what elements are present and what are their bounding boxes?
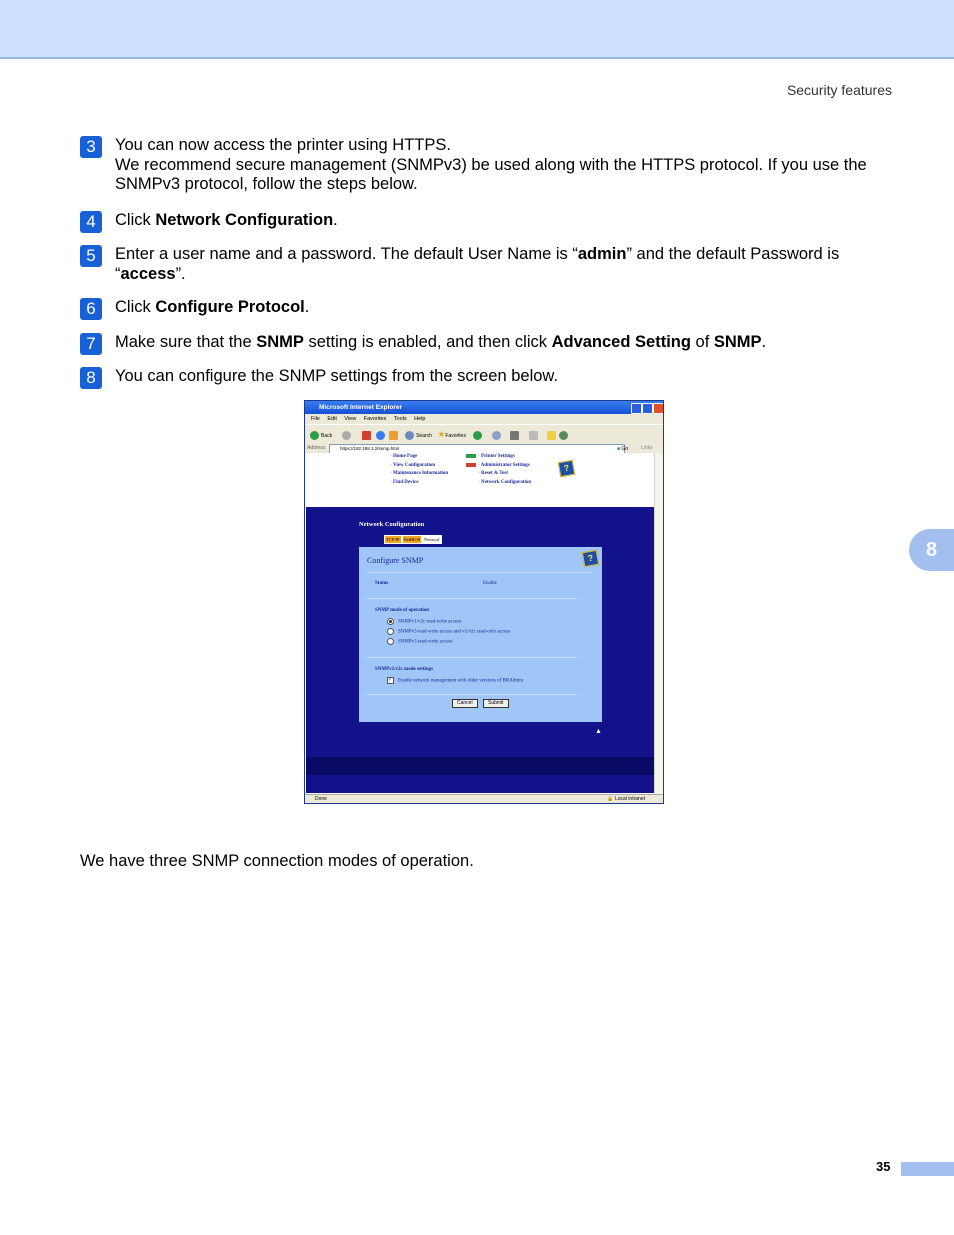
step-text-part: You can now access the printer using HTTPS.	[115, 136, 451, 154]
printer-nav	[306, 453, 654, 507]
go-label: Go	[621, 446, 629, 452]
step-text	[115, 298, 900, 318]
mode-label: SNMPv1/v2c read-write access	[398, 619, 462, 625]
step-4	[80, 211, 900, 231]
nav-link[interactable]: ▫ Network Configuration	[478, 479, 531, 488]
nav-link[interactable]: ▫ View Configuration	[390, 462, 448, 471]
mode-option-3[interactable]	[387, 638, 452, 645]
radio[interactable]	[387, 638, 394, 645]
tab-netbios[interactable]: NetBIOS	[403, 537, 421, 542]
ie-status-bar	[305, 794, 664, 804]
zone-text: Local intranet	[614, 796, 645, 802]
stop-icon	[362, 431, 371, 440]
zone-label	[607, 795, 645, 804]
help-icon[interactable]: ?	[582, 550, 599, 567]
links-label: Links	[641, 445, 653, 451]
legacy-option[interactable]	[387, 677, 523, 684]
scroll-top-icon[interactable]: ▲	[595, 727, 602, 735]
mode-label: SNMPv3 read-write access	[398, 639, 453, 645]
cancel-button[interactable]: Cancel	[452, 699, 478, 708]
step-text-part: Click	[115, 298, 156, 316]
mode-label: SNMPv3 read-write access and v1/v2c read-only access	[398, 629, 511, 635]
panel-title: Configure SNMP	[367, 556, 424, 565]
step-7	[80, 333, 900, 353]
minimize-icon	[631, 403, 642, 414]
step-number-badge: 4	[80, 211, 102, 233]
nav-link[interactable]: ▫ Find Device	[390, 479, 448, 488]
checkbox-checked[interactable]: ✓	[388, 678, 393, 683]
status-label: Status	[375, 581, 389, 586]
legacy-label: Enable network management with older versions of BRAdmin	[398, 678, 524, 684]
address-bar	[305, 443, 663, 453]
go-icon: ■	[617, 446, 621, 452]
close-icon	[653, 403, 664, 414]
step-5	[80, 245, 900, 284]
submit-button[interactable]: Submit	[483, 699, 509, 708]
config-tabs	[384, 535, 442, 544]
step-text	[115, 333, 900, 353]
step-number-badge: 3	[80, 136, 102, 158]
mode-option-1[interactable]	[387, 618, 461, 625]
maximize-icon	[642, 403, 653, 414]
body-paragraph: We have three SNMP connection modes of operation.	[80, 852, 474, 870]
ui-term: access	[120, 264, 176, 283]
footer-band	[306, 757, 654, 775]
back-icon	[310, 431, 319, 440]
nav-left-links	[390, 453, 448, 487]
nav-link[interactable]: ▫ Home Page	[390, 453, 448, 462]
window-title: Microsoft Internet Explorer	[319, 404, 403, 411]
step-text	[115, 367, 900, 387]
radio[interactable]	[387, 628, 394, 635]
ui-term: Network Configuration	[155, 211, 334, 229]
step-text-part: setting is enabled, and then click	[303, 333, 552, 351]
radio-selected[interactable]	[387, 618, 394, 625]
nav-right-links	[478, 453, 531, 487]
step-text-part: We recommend secure management (SNMPv3) be used along with the HTTPS protocol. If you use the SNMPv3 protocol, follow the steps below.	[115, 155, 867, 193]
search-icon	[405, 431, 414, 440]
nav-link[interactable]: ▫ Maintenance Information	[390, 470, 448, 479]
mode-heading: SNMP mode of operation	[375, 608, 430, 613]
favorites-icon: ★	[437, 429, 446, 439]
history-icon	[473, 431, 482, 440]
config-page	[306, 507, 654, 793]
step-6	[80, 298, 900, 318]
search-label: Search	[416, 433, 432, 439]
refresh-icon	[376, 431, 385, 440]
nav-arrow-icon	[466, 463, 476, 467]
forward-icon	[342, 431, 351, 440]
step-text-part: ”.	[175, 264, 186, 283]
ui-term: admin	[577, 245, 627, 263]
print-icon	[510, 431, 519, 440]
header-band	[0, 0, 954, 59]
ie-menu-bar: File Edit View Favorites Tools Help	[305, 414, 663, 424]
address-label: Address	[307, 445, 326, 451]
step-text	[115, 245, 900, 284]
step-text-part: ” and the default Password is “	[115, 245, 840, 283]
divider	[367, 572, 592, 573]
nav-arrow-icon	[466, 454, 476, 458]
status-left: Done	[315, 796, 327, 802]
divider	[367, 694, 577, 695]
lock-icon: 🔒	[607, 796, 614, 802]
step-text	[115, 211, 900, 231]
step-text-part: Enter a user name and a password. The default User Name is “	[115, 245, 578, 263]
step-number-badge: 5	[80, 245, 102, 267]
step-number-badge: 6	[80, 298, 102, 320]
nav-link[interactable]: ▫ Printer Settings	[478, 453, 531, 462]
help-book-icon[interactable]: ?	[558, 460, 575, 477]
nav-link[interactable]: ▫ Administrator Settings	[478, 462, 531, 471]
step-text	[115, 136, 900, 195]
step-text-part: of	[690, 333, 714, 351]
divider	[367, 598, 577, 599]
network-config-title: Network Configuration	[359, 521, 425, 528]
footer-tab	[901, 1162, 954, 1176]
step-text-part: .	[761, 333, 767, 351]
ui-term: SNMP	[713, 333, 762, 351]
folder-icon	[547, 431, 556, 440]
status-value: Enable	[483, 581, 497, 586]
chapter-tab: 8	[909, 529, 954, 571]
step-number-badge: 8	[80, 367, 102, 389]
v1v2c-heading: SNMPv1/v2c mode settings	[375, 667, 434, 672]
step-number-badge: 7	[80, 333, 102, 355]
step-text-part: You can configure the SNMP settings from the screen below.	[115, 367, 559, 385]
page-number: 35	[876, 1159, 891, 1174]
address-input[interactable]: https://192.168.1.2/snmp.html	[329, 444, 625, 454]
tab-protocol[interactable]: Protocol	[424, 537, 440, 542]
step-8	[80, 367, 900, 387]
ui-term: Advanced Setting	[551, 333, 691, 351]
step-text-part: .	[304, 298, 310, 316]
step-text-part: Make sure that the	[115, 333, 257, 351]
scrollbar[interactable]	[654, 453, 663, 795]
nav-link[interactable]: ▫ Reset & Test	[478, 470, 531, 479]
ui-term: SNMP	[256, 333, 304, 351]
edit-icon	[529, 431, 538, 440]
mail-icon	[492, 431, 501, 440]
ie-toolbar	[305, 424, 663, 443]
step-text-part: .	[333, 211, 338, 229]
ui-term: Configure Protocol	[155, 298, 305, 316]
ie-title-bar	[305, 401, 663, 414]
step-3	[80, 136, 900, 195]
snmp-panel	[359, 547, 602, 722]
mode-option-2[interactable]	[387, 628, 510, 635]
section-title: Security features	[786, 82, 892, 98]
tab-tcpip[interactable]: TCP/IP	[386, 537, 400, 542]
favorites-label: Favorites	[445, 433, 466, 439]
home-icon	[389, 431, 398, 440]
divider	[367, 657, 577, 658]
back-label: Back	[321, 433, 333, 439]
browser-screenshot	[304, 400, 664, 804]
messenger-icon	[559, 431, 568, 440]
step-text-part: Click	[115, 211, 156, 229]
